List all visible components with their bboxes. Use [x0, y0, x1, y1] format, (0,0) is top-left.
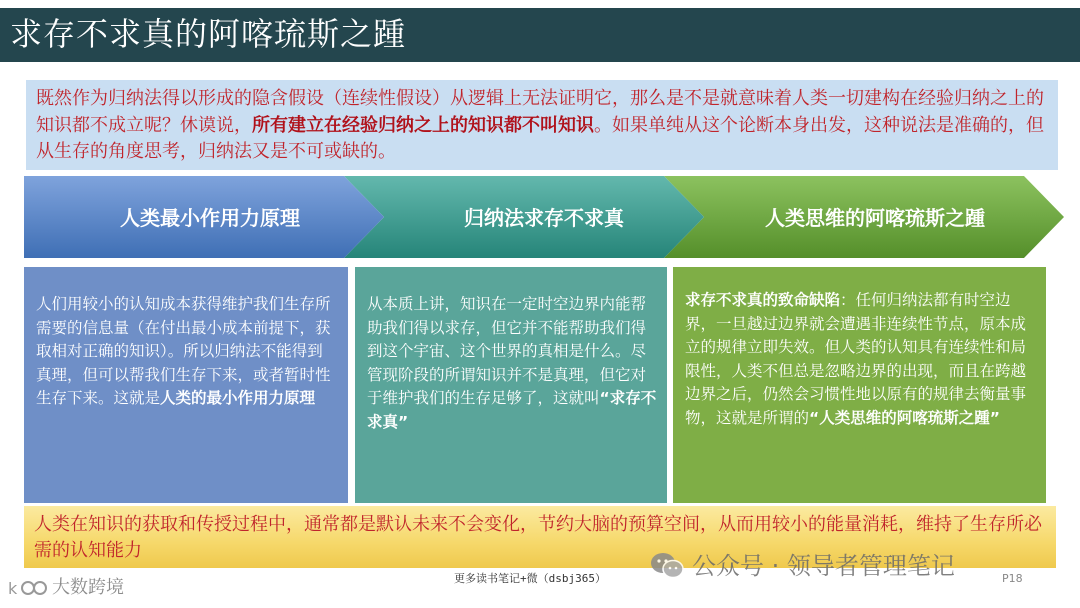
watermark-left-text: 大数跨境: [52, 577, 124, 598]
slide-title: 求存不求真的阿喀琉斯之踵: [10, 15, 407, 53]
arrow-label-1: 人类最小作用力原理: [120, 206, 300, 230]
footer-note: 更多读书笔记+微（dsbj365）: [454, 572, 606, 585]
watermark-right: [650, 548, 955, 584]
card3-term: “人类思维的阿喀琉斯之踵”: [809, 408, 1000, 427]
intro-text-after: 。如果单纯从这个论断本身出发，这种说法是准确的，但从生存的角度思考，归纳法又是不可或缺的。: [36, 114, 1044, 162]
bottom-summary: 人类在知识的获取和传授过程中，通常都是默认未来不会变化，节约大脑的预算空间，从而用较小的能量消耗，维持了生存所必需的认知能力: [24, 506, 1056, 568]
arrow-label-3: 人类思维的阿喀琉斯之踵: [765, 206, 985, 230]
watermark-left: [8, 574, 124, 602]
card1-text: 人们用较小的认知成本获得维护我们生存所需要的信息量（在付出最小成本前提下，获取相对正确的知识）。所以归纳法不能得到真理，但可以帮我们生存下来，或者暂时性生存下来。这就是: [36, 295, 331, 407]
card2-text: 从本质上讲，知识在一定时空边界内能帮助我们得以求存，但它并不能帮助我们得到这个宇宙、这个世界的真相是什么。尽管现阶段的所谓知识并不是真理，但它对于维护我们的生存足够了，这就叫: [367, 295, 647, 407]
title-bar: [0, 8, 1080, 62]
intro-box: [26, 80, 1058, 170]
brand-logo-icon: [8, 577, 48, 599]
svg-text:k: k: [8, 579, 18, 598]
card-survival-not-truth: [355, 267, 667, 503]
intro-text-before: 既然作为归纳法得以形成的隐含假设（连续性假设）从逻辑上无法证明它，那么是不是就意味着人类一切建构在经验归纳之上的知识都不成立呢？休谟说，: [36, 88, 1044, 136]
card2-term: “求存不求真”: [367, 389, 657, 431]
card1-bold-end: 人类的最小作用力原理: [160, 389, 316, 407]
page-number: P18: [1002, 572, 1023, 585]
arrow-label-2: 归纳法求存不求真: [464, 206, 624, 230]
watermark-right-text: 公众号 · 领导者管理笔记: [692, 552, 955, 580]
card3-bold-start: 求存不求真的致命缺陷: [685, 291, 841, 309]
intro-highlight: 所有建立在经验归纳之上的知识都不叫知识: [252, 114, 594, 136]
card-minimal-action: [24, 267, 348, 503]
card3-text: ：任何归纳法都有时空边界，一旦越过边界就会遭遇非连续性节点，原本成立的规律立即失效。但人类的认知具有连续性和局限性，人类不但总是忽略边界的出现，而且在跨越边界之后，仍然会习惯性地以原有的规律去衡量事物，这就是所谓的: [685, 291, 1027, 427]
wechat-icon: [650, 552, 684, 580]
card-achilles-heel: [673, 267, 1046, 503]
